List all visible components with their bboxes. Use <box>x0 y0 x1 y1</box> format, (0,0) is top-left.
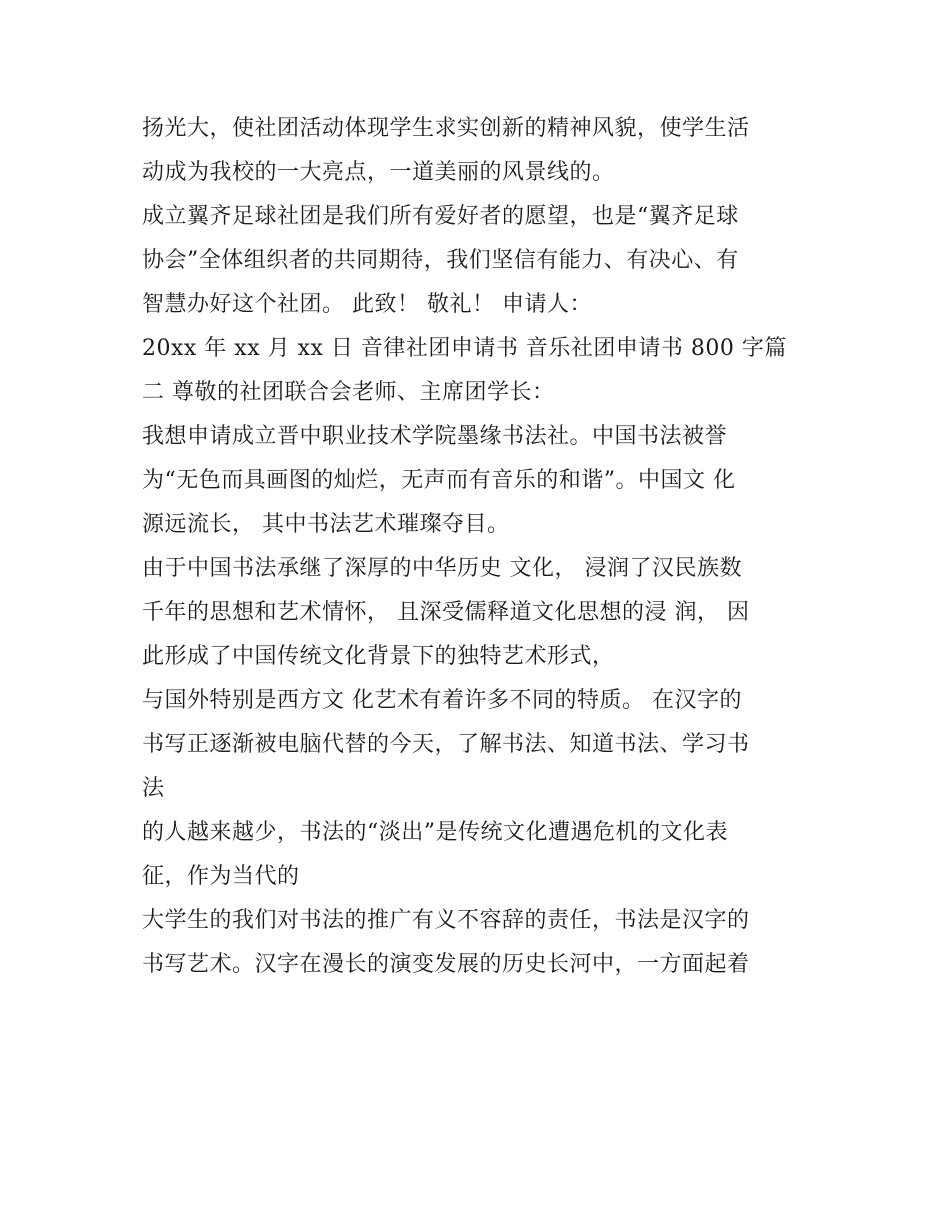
text-line: 成立翼齐足球社团是我们所有爱好者的愿望，也是“翼齐足球 <box>142 204 739 229</box>
text-line: 大学生的我们对书法的推广有义不容辞的责任，书法是汉字的 <box>142 908 750 933</box>
text-line: 动成为我校的一大亮点，一道美丽的风景线的。 <box>142 160 615 185</box>
text-line: 协会”全体组织者的共同期待，我们坚信有能力、有决心、有 <box>142 248 739 273</box>
text-line: 书写正逐渐被电脑代替的今天，了解书法、知道书法、学习书 <box>142 732 750 757</box>
text-line: 征，作为当代的 <box>142 864 300 889</box>
text-line: 由于中国书法承继了深厚的中华历史 文化， 浸润了汉民族数 <box>142 556 742 581</box>
text-line: 智慧办好这个社团。 此致！ 敬礼！ 申请人： <box>142 292 592 317</box>
text-line: 源远流长， 其中书法艺术璀璨夺目。 <box>142 512 510 537</box>
text-line: 20xx 年 xx 月 xx 日 音律社团申请书 音乐社团申请书 800 字篇 <box>142 336 787 361</box>
text-line: 此形成了中国传统文化背景下的独特艺术形式， <box>142 644 615 669</box>
document-body <box>142 107 822 987</box>
text-line: 千年的思想和艺术情怀， 且深受儒释道文化思想的浸 润， 因 <box>142 600 750 625</box>
text-line: 与国外特别是西方文 化艺术有着许多不同的特质。 在汉字的 <box>142 688 742 713</box>
text-line: 为“无色而具画图的灿烂，无声而有音乐的和谐”。中国文 化 <box>142 468 736 493</box>
text-line: 扬光大，使社团活动体现学生求实创新的精神风貌，使学生活 <box>142 116 750 141</box>
text-line: 法 <box>142 776 165 801</box>
text-line: 我想申请成立晋中职业技术学院墨缘书法社。中国书法被誉 <box>142 424 728 449</box>
text-line: 书写艺术。汉字在漫长的演变发展的历史长河中，一方面起着 <box>142 952 750 977</box>
text-line: 二 尊敬的社团联合会老师、主席团学长： <box>142 380 555 405</box>
text-line: 的人越来越少，书法的“淡出”是传统文化遭遇危机的文化表 <box>142 820 728 845</box>
